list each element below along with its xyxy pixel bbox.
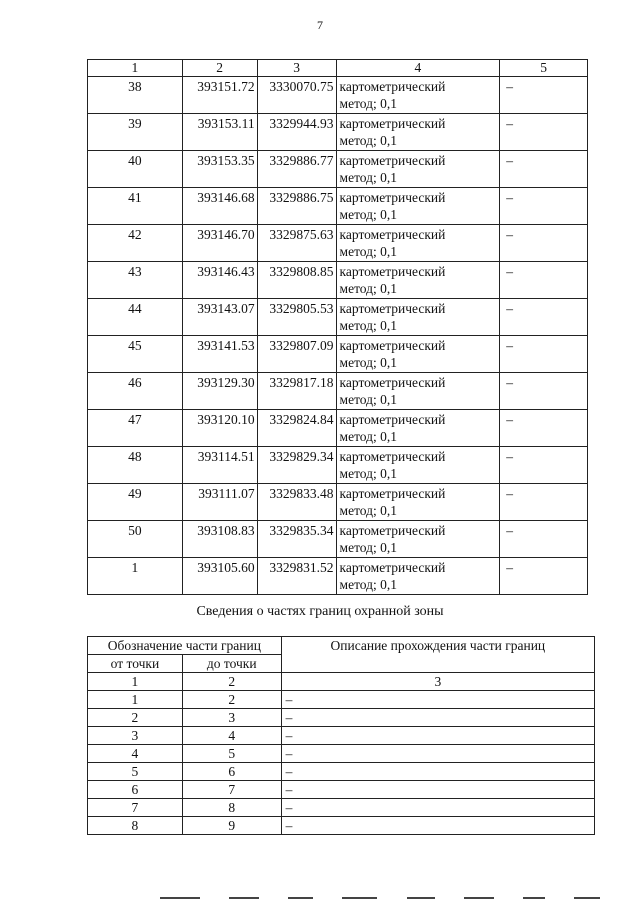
coordinate-y: 3330070.75	[257, 77, 336, 114]
coordinate-x: 393153.11	[182, 114, 257, 151]
method-line-2: метод; 0,1	[339, 429, 398, 444]
coordinate-y: 3329833.48	[257, 484, 336, 521]
method-line-2: метод; 0,1	[339, 281, 398, 296]
coordinate-y: 3329831.52	[257, 558, 336, 595]
boundary-part-row	[88, 817, 595, 835]
coordinate-row	[88, 225, 588, 262]
to-point-header: до точки	[182, 655, 281, 673]
coordinate-y: 3329805.53	[257, 299, 336, 336]
coordinate-y: 3329807.09	[257, 336, 336, 373]
method-line-1: картометрический	[339, 375, 446, 390]
point-number: 47	[88, 410, 183, 447]
coordinate-x: 393146.70	[182, 225, 257, 262]
column-header: 3	[257, 60, 336, 77]
boundary-part-row	[88, 727, 595, 745]
coordinate-x: 393120.10	[182, 410, 257, 447]
method-cell	[336, 188, 500, 225]
coordinate-y: 3329886.75	[257, 188, 336, 225]
coordinate-x: 393129.30	[182, 373, 257, 410]
from-point: 4	[88, 745, 183, 763]
coordinate-x: 393153.35	[182, 151, 257, 188]
coordinate-x: 393114.51	[182, 447, 257, 484]
coordinate-x: 393108.83	[182, 521, 257, 558]
method-line-1: картометрический	[339, 264, 446, 279]
method-line-1: картометрический	[339, 523, 446, 538]
method-cell	[336, 262, 500, 299]
coordinate-row	[88, 151, 588, 188]
method-line-1: картометрический	[339, 190, 446, 205]
point-number: 1	[88, 558, 183, 595]
point-number: 50	[88, 521, 183, 558]
column-number: 2	[182, 673, 281, 691]
from-point-header: от точки	[88, 655, 183, 673]
method-line-1: картометрический	[339, 153, 446, 168]
from-point: 5	[88, 763, 183, 781]
point-number: 45	[88, 336, 183, 373]
boundary-description: –	[281, 781, 594, 799]
note-cell: –	[500, 114, 588, 151]
method-cell	[336, 410, 500, 447]
coordinates-table	[87, 59, 588, 595]
method-line-1: картометрический	[339, 486, 446, 501]
note-cell: –	[500, 373, 588, 410]
from-point: 8	[88, 817, 183, 835]
coordinate-row	[88, 77, 588, 114]
column-header: 5	[500, 60, 588, 77]
coordinate-y: 3329875.63	[257, 225, 336, 262]
method-line-2: метод; 0,1	[339, 392, 398, 407]
coordinate-row	[88, 336, 588, 373]
method-line-2: метод; 0,1	[339, 207, 398, 222]
note-cell: –	[500, 410, 588, 447]
method-line-1: картометрический	[339, 449, 446, 464]
from-point: 2	[88, 709, 183, 727]
to-point: 8	[182, 799, 281, 817]
method-line-2: метод; 0,1	[339, 503, 398, 518]
coordinate-row	[88, 262, 588, 299]
coordinate-x: 393143.07	[182, 299, 257, 336]
method-cell	[336, 299, 500, 336]
note-cell: –	[500, 336, 588, 373]
section-title: Сведения о частях границ охранной зоны	[196, 604, 444, 619]
point-number: 49	[88, 484, 183, 521]
from-point: 6	[88, 781, 183, 799]
method-cell	[336, 447, 500, 484]
coordinate-y: 3329886.77	[257, 151, 336, 188]
method-cell	[336, 373, 500, 410]
coordinate-x: 393105.60	[182, 558, 257, 595]
boundary-description: –	[281, 763, 594, 781]
boundary-description: –	[281, 691, 594, 709]
point-number: 39	[88, 114, 183, 151]
coordinate-x: 393146.43	[182, 262, 257, 299]
method-line-1: картометрический	[339, 116, 446, 131]
method-line-2: метод; 0,1	[339, 318, 398, 333]
note-cell: –	[500, 521, 588, 558]
coordinate-y: 3329944.93	[257, 114, 336, 151]
coordinate-x: 393141.53	[182, 336, 257, 373]
method-line-2: метод; 0,1	[339, 96, 398, 111]
method-line-2: метод; 0,1	[339, 577, 398, 592]
boundary-part-row	[88, 691, 595, 709]
boundary-part-row	[88, 745, 595, 763]
coordinate-row	[88, 558, 588, 595]
coordinate-row	[88, 484, 588, 521]
coordinate-x: 393111.07	[182, 484, 257, 521]
coordinate-row	[88, 299, 588, 336]
note-cell: –	[500, 151, 588, 188]
to-point: 4	[182, 727, 281, 745]
point-number: 40	[88, 151, 183, 188]
boundary-description: –	[281, 799, 594, 817]
method-line-2: метод; 0,1	[339, 244, 398, 259]
to-point: 2	[182, 691, 281, 709]
method-line-2: метод; 0,1	[339, 133, 398, 148]
to-point: 5	[182, 745, 281, 763]
method-line-2: метод; 0,1	[339, 540, 398, 555]
column-number: 3	[281, 673, 594, 691]
boundary-part-row	[88, 763, 595, 781]
note-cell: –	[500, 188, 588, 225]
boundary-description: –	[281, 709, 594, 727]
note-cell: –	[500, 77, 588, 114]
point-number: 38	[88, 77, 183, 114]
scan-footer-marks	[160, 897, 600, 903]
boundary-parts-table	[87, 636, 595, 835]
boundary-part-row	[88, 709, 595, 727]
method-line-1: картометрический	[339, 301, 446, 316]
from-point: 1	[88, 691, 183, 709]
coordinate-x: 393151.72	[182, 77, 257, 114]
to-point: 9	[182, 817, 281, 835]
note-cell: –	[500, 225, 588, 262]
method-cell	[336, 336, 500, 373]
method-line-1: картометрический	[339, 560, 446, 575]
method-cell	[336, 484, 500, 521]
method-cell	[336, 114, 500, 151]
coordinate-row	[88, 188, 588, 225]
method-cell	[336, 151, 500, 188]
method-line-1: картометрический	[339, 412, 446, 427]
column-header: 4	[336, 60, 500, 77]
boundary-part-row	[88, 781, 595, 799]
parts-header-row	[88, 637, 595, 655]
parts-column-number-row	[88, 673, 595, 691]
coordinate-x: 393146.68	[182, 188, 257, 225]
point-number: 42	[88, 225, 183, 262]
coordinate-row	[88, 521, 588, 558]
note-cell: –	[500, 262, 588, 299]
point-number: 43	[88, 262, 183, 299]
point-number: 41	[88, 188, 183, 225]
coordinate-row	[88, 114, 588, 151]
point-number: 46	[88, 373, 183, 410]
to-point: 6	[182, 763, 281, 781]
boundary-description: –	[281, 745, 594, 763]
column-header: 2	[182, 60, 257, 77]
note-cell: –	[500, 484, 588, 521]
coordinates-header-row	[88, 60, 588, 77]
coordinate-y: 3329829.34	[257, 447, 336, 484]
method-line-2: метод; 0,1	[339, 355, 398, 370]
boundary-part-row	[88, 799, 595, 817]
note-cell: –	[500, 558, 588, 595]
coordinate-row	[88, 410, 588, 447]
boundary-description: –	[281, 727, 594, 745]
method-cell	[336, 558, 500, 595]
to-point: 7	[182, 781, 281, 799]
coordinate-y: 3329824.84	[257, 410, 336, 447]
method-cell	[336, 521, 500, 558]
method-cell	[336, 77, 500, 114]
boundary-description: –	[281, 817, 594, 835]
boundary-description-header: Описание прохождения части границ	[281, 637, 594, 673]
point-number: 44	[88, 299, 183, 336]
method-line-1: картометрический	[339, 338, 446, 353]
method-cell	[336, 225, 500, 262]
method-line-2: метод; 0,1	[339, 466, 398, 481]
page-number: 7	[317, 18, 323, 32]
coordinate-y: 3329835.34	[257, 521, 336, 558]
coordinate-y: 3329817.18	[257, 373, 336, 410]
coordinate-row	[88, 373, 588, 410]
coordinate-y: 3329808.85	[257, 262, 336, 299]
from-point: 7	[88, 799, 183, 817]
from-point: 3	[88, 727, 183, 745]
point-number: 48	[88, 447, 183, 484]
boundary-designation-header: Обозначение части границ	[88, 637, 282, 655]
method-line-1: картометрический	[339, 227, 446, 242]
column-header: 1	[88, 60, 183, 77]
method-line-2: метод; 0,1	[339, 170, 398, 185]
column-number: 1	[88, 673, 183, 691]
method-line-1: картометрический	[339, 79, 446, 94]
note-cell: –	[500, 299, 588, 336]
to-point: 3	[182, 709, 281, 727]
coordinate-row	[88, 447, 588, 484]
note-cell: –	[500, 447, 588, 484]
